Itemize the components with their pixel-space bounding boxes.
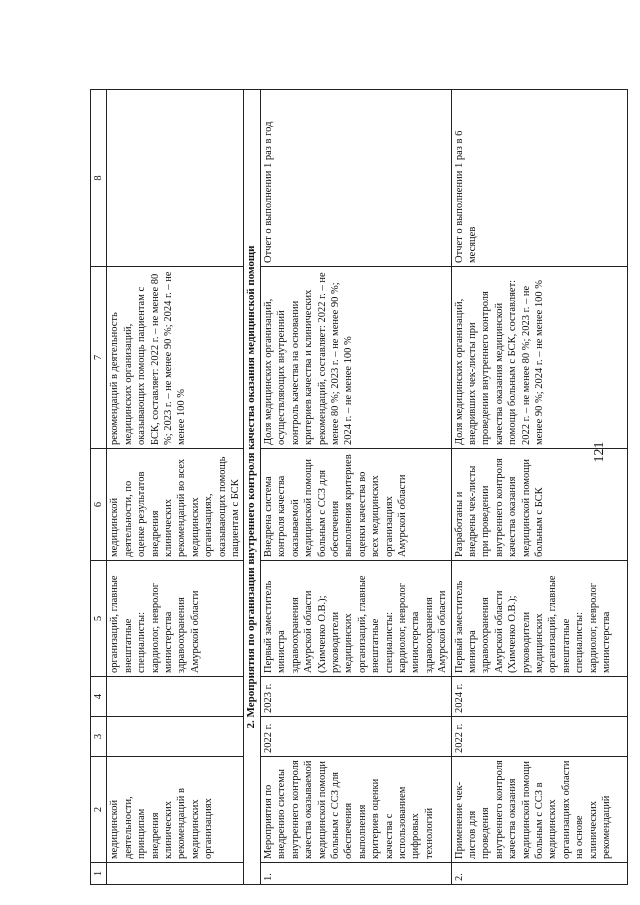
start-date: 2022 г. [260, 717, 451, 757]
table-cell: организаций, главные внештатные специалисты: кардиолог, невролог министерства здравоохранения Амурской области [107, 561, 244, 677]
table-cell: медицинской деятельности, принципам внедрения клинических рекомендаций в медицинских организациях [107, 757, 244, 863]
activity-name: Мероприятия по внедрению системы внутреннего контроля качества оказываемой медицинской помощи больным с ССЗ для обеспечения выполнения критериев оценки качества с использованием цифровых технологий [260, 757, 451, 863]
row-number: 2. [451, 863, 627, 885]
header-cell: 3 [91, 717, 107, 757]
table-row [451, 90, 627, 885]
table-cell: медицинской деятельности, по оценке результатов внедрения клинических рекомендаций во всех медицинских организациях, оказывающих помощь пациентам с БСК [107, 449, 244, 561]
table-cell [107, 677, 244, 717]
row-number: 1. [260, 863, 451, 885]
section-title: 2. Мероприятия по организации внутреннего контроля качества оказания медицинской помощи [244, 90, 260, 885]
start-date: 2022 г. [451, 717, 627, 757]
responsible: Первый заместитель министра здравоохранения Амурской области (Химченко О.В.); руководители медицинских организаций, главные внештатные специалисты: кардиолог, невролог министерства здравоохранения Амурской области [260, 561, 451, 677]
table-cell [107, 863, 244, 885]
header-cell: 1 [91, 863, 107, 885]
end-date: 2024 г. [451, 677, 627, 717]
header-cell: 2 [91, 757, 107, 863]
table-cell [107, 717, 244, 757]
indicator: Доля медицинских организаций, внедривших чек-листы при проведении внутреннего контроля качества оказания медицинской помощи больным с БСК, составляет: 2022 г. – не менее 80 %; 2023 г. – не менее 90 %; 2024 г. – не менее 100 % [451, 267, 627, 449]
expected-result: Разработаны и внедрены чек-листы при проведении внутреннего контроля качества оказания медицинской помощи больным с БСК [451, 449, 627, 561]
header-cell: 5 [91, 561, 107, 677]
expected-result: Внедрена система контроля качества оказываемой медицинской помощи больным с ССЗ для обеспечения выполнения критериев оценки качества во всех медицинских организациях Амурской области [260, 449, 451, 561]
table-row [260, 90, 451, 885]
table-cell [107, 90, 244, 267]
plan-table [90, 89, 628, 885]
section-row [244, 90, 260, 885]
end-date: 2023 г. [260, 677, 451, 717]
header-cell: 4 [91, 677, 107, 717]
responsible: Первый заместитель министра здравоохранения Амурской области (Химченко О.В.); руководители медицинских организаций, главные внештатные специалисты: кардиолог, невролог министерства [451, 561, 627, 677]
table-cell: рекомендаций в деятельность медицинских организаций, оказывающих помощь пациентам с БСК, составляет: 2022 г. – не менее 80 %; 2023 г. – не менее 90 %; 2024 г. – не менее 100 % [107, 267, 244, 449]
header-cell: 8 [91, 90, 107, 267]
continuation-row [107, 90, 244, 885]
report-frequency: Отчет о выполнении 1 раз в год [260, 90, 451, 267]
activity-name: Применение чек-листов для проведения внутреннего контроля качества оказания медицинской помощи больным с ССЗ в медицинских организациях области на основе клинических рекомендаций [451, 757, 627, 863]
report-frequency: Отчет о выполнении 1 раз в 6 месяцев [451, 90, 627, 267]
header-cell: 7 [91, 267, 107, 449]
header-cell: 6 [91, 449, 107, 561]
header-row [91, 90, 107, 885]
indicator: Доля медицинских организаций, осуществляющих внутренний контроль качества на основании критериев качества и клинических рекомендаций, составляет: 2022 г. – не менее 80 %; 2023 г. – не менее 90 %; 2024 г. – не менее 100 % [260, 267, 451, 449]
page-number: 121 [592, 441, 607, 463]
